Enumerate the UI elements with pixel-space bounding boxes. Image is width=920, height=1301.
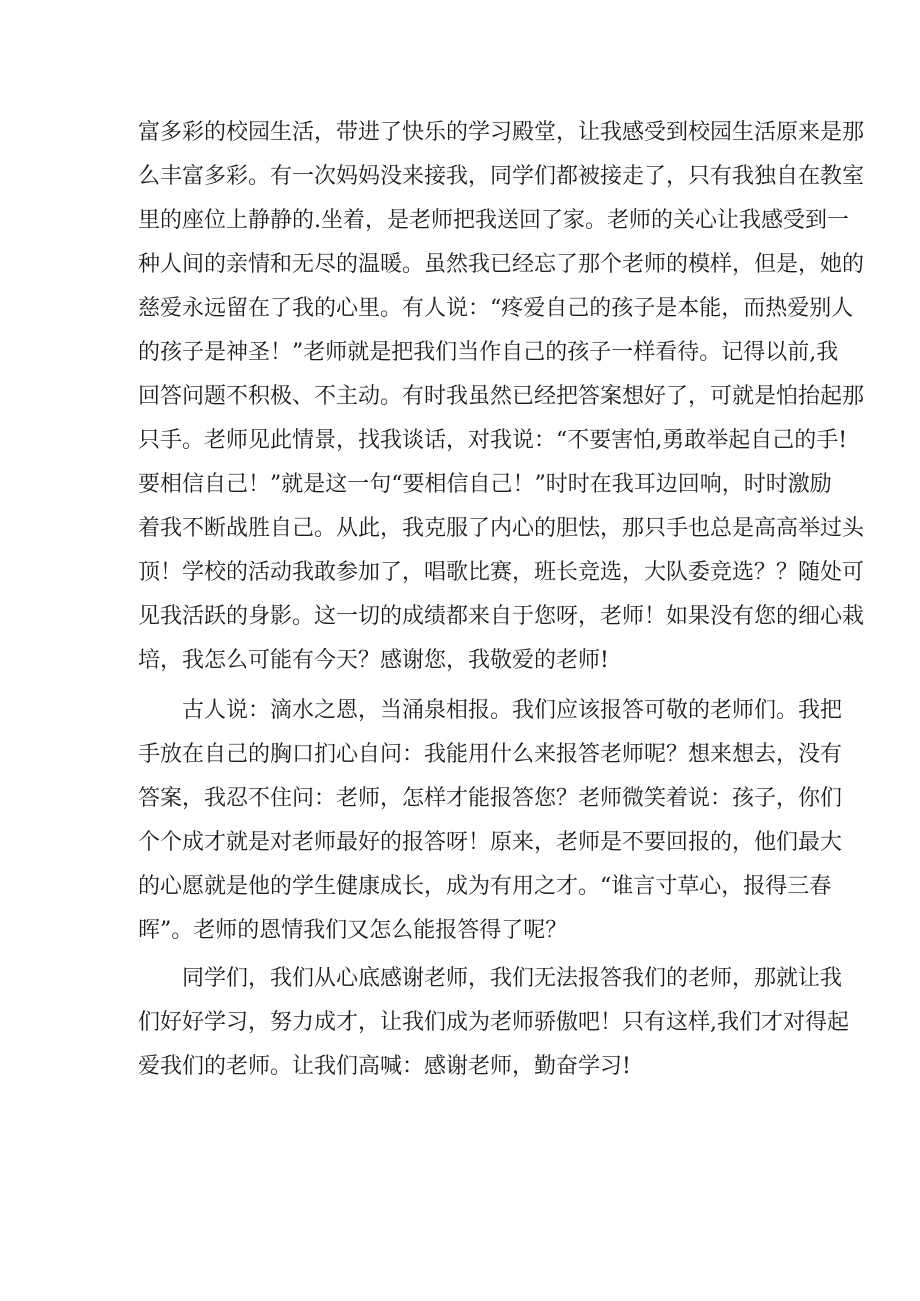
- paragraph-1-line-7: 回答问题不积极、不主动。有时我虽然已经把答案想好了，可就是怕抬起那: [138, 384, 865, 409]
- paragraph-2-line-2: 手放在自己的胸口扪心自问：我能用什么来报答老师呢？想来想去，没有: [138, 742, 843, 767]
- paragraph-1-line-6: 的孩子是神圣！”老师就是把我们当作自己的孩子一样看待。记得以前,我: [138, 340, 839, 365]
- paragraph-3-line-1: 同学们，我们从心底感谢老师，我们无法报答我们的老师，那就让我: [182, 966, 843, 991]
- paragraph-1-line-9: 要相信自己！”就是这一句“要相信自己！”时时在我耳边回响，时时激励: [138, 472, 832, 497]
- paragraph-1-line-2: 么丰富多彩。有一次妈妈没来接我，同学们都被接走了，只有我独自在教室: [138, 164, 865, 189]
- paragraph-3-line-3: 爱我们的老师。让我们高喊：感谢老师，勤奋学习!: [138, 1054, 631, 1079]
- paragraph-1-line-8: 只手。老师见此情景，找我谈话，对我说：“不要害怕,勇敢举起自己的手!: [138, 428, 848, 453]
- paragraph-2-line-3: 答案，我忍不住问：老师，怎样才能报答您？老师微笑着说：孩子，你们: [138, 786, 843, 811]
- paragraph-3-line-2: 们好好学习，努力成才，让我们成为老师骄傲吧！只有这样,我们才对得起: [138, 1010, 849, 1035]
- paragraph-1-line-13: 培，我怎么可能有今天？感谢您，我敬爱的老师!: [138, 648, 609, 673]
- paragraph-2-line-6: 晖”。老师的恩情我们又怎么能报答得了呢？: [138, 918, 568, 943]
- paragraph-2-line-4: 个个成才就是对老师最好的报答呀！原来，老师是不要回报的，他们最大: [138, 830, 843, 855]
- paragraph-2-line-1: 古人说：滴水之恩，当涌泉相报。我们应该报答可敬的老师们。我把: [182, 698, 843, 723]
- paragraph-1-line-10: 着我不断战胜自己。从此，我克服了内心的胆怯，那只手也总是高高举过头: [138, 516, 865, 541]
- paragraph-1-line-3: 里的座位上静静的.坐着，是老师把我送回了家。老师的关心让我感受到一: [138, 208, 849, 233]
- paragraph-1-line-4: 种人间的亲情和无尽的温暖。虽然我已经忘了那个老师的模样，但是，她的: [138, 252, 865, 277]
- paragraph-1-line-12: 见我活跃的身影。这一切的成绩都来自于您呀，老师！如果没有您的细心栽: [138, 604, 865, 629]
- paragraph-1-line-11: 顶！学校的活动我敢参加了，唱歌比赛，班长竞选，大队委竞选？？随处可: [138, 560, 865, 585]
- paragraph-2-line-5: 的心愿就是他的学生健康成长，成为有用之才。“谁言寸草心，报得三春: [138, 874, 832, 899]
- paragraph-1-line-5: 慈爱永远留在了我的心里。有人说：“疼爱自己的孩子是本能，而热爱别人: [138, 296, 854, 321]
- paragraph-1-line-1: 富多彩的校园生活，带进了快乐的学习殿堂，让我感受到校园生活原来是那: [138, 120, 865, 145]
